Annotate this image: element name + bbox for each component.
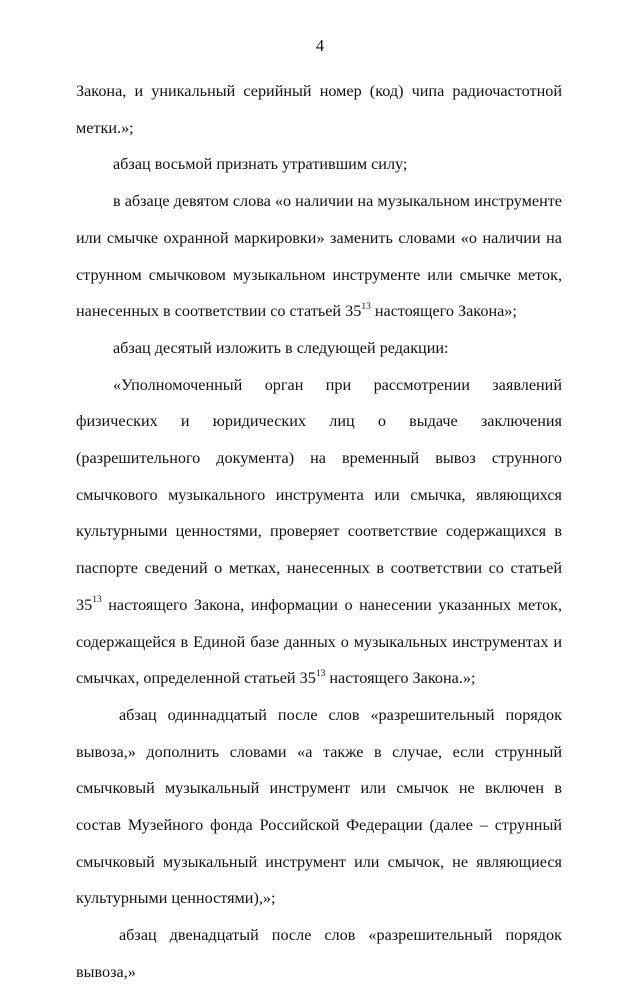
superscript-number: 13: [92, 595, 102, 606]
paragraph-text: «Уполномоченный орган при рассмотрении заявлений физических и юридических лиц о выдаче заключения (разрешительного документа) на временный вывоз струнного смычкового музыкального инструмента или смычка, являющихся культурными ценностями, проверяет соответствие содержащихся в паспорте сведений о метках, нанесенных в соответствии со статьей 35: [76, 375, 562, 614]
paragraph-text: настоящего Закона, информации о нанесении указанных меток, содержащейся в Единой базе данных о музыкальных инструментах и смычках, определенной статьей 35: [76, 595, 562, 688]
paragraph-item: [76, 917, 562, 990]
paragraph-text: абзац десятый изложить в следующей редакции:: [113, 338, 449, 357]
paragraph-text: абзац двенадцатый после слов «разрешительный порядок вывоза,»: [76, 926, 562, 981]
paragraph-item: [76, 146, 562, 183]
paragraph-item: [76, 697, 562, 917]
paragraph-item: [76, 330, 562, 367]
paragraph-continuation: [76, 73, 562, 146]
paragraph-text: абзац одиннадцатый после слов «разрешительный порядок вывоза,» дополнить словами «а также в случае, если струнный смычковый музыкальный инструмент или смычок не включен в состав Музейного фонда Российской Федерации (далее – струнный смычковый музыкальный инструмент или смычок, не являющиеся культурными ценностями),»;: [76, 705, 562, 908]
paragraph-item: [76, 183, 562, 330]
paragraph-text: в абзаце девятом слова «о наличии на музыкальном инструменте или смычке охранной маркировки» заменить словами «о наличии на струнном смычковом музыкальном инструменте или смычке меток, нанесенных в соответствии со статьей 35: [76, 192, 562, 321]
paragraph-text: настоящего Закона»;: [370, 302, 517, 321]
quoted-paragraph: [76, 367, 562, 697]
superscript-number: 13: [315, 668, 326, 679]
paragraph-text: абзац восьмой признать утратившим силу;: [113, 155, 408, 174]
superscript-number: 13: [361, 301, 371, 312]
document-body: [76, 73, 562, 991]
paragraph-text: Закона, и уникальный серийный номер (код) чипа радиочастотной метки.»;: [76, 82, 562, 137]
paragraph-text: настоящего Закона.»;: [325, 669, 476, 688]
page-number: 4: [315, 36, 325, 55]
